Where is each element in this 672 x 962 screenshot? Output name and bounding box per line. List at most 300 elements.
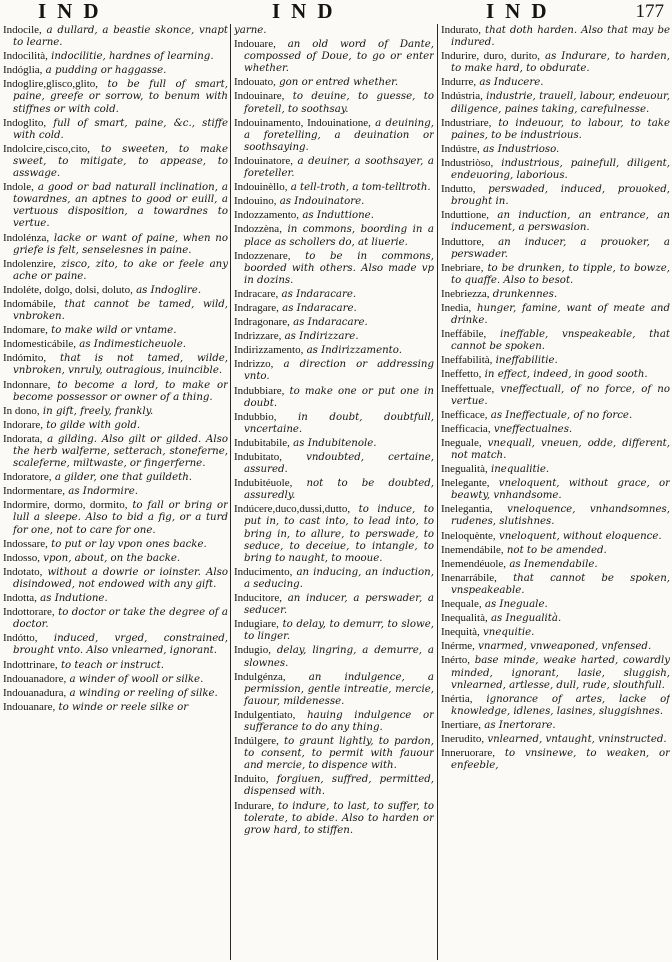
dictionary-entry: [3, 50, 228, 63]
dictionary-entry: [3, 324, 228, 337]
entry-definition: vnequall, vneuen, odde, different, not match.: [451, 437, 670, 461]
entry-headword: Inerudito,: [441, 732, 485, 745]
entry-definition: as Indirizzamento.: [306, 345, 402, 357]
dictionary-entry: [3, 405, 228, 418]
entry-definition: ignorance of artes, lacke of knowledge, idlenes, lasines, sluggishnes.: [451, 693, 670, 717]
dictionary-entry: [234, 316, 434, 329]
entry-headword: Ineffettuale,: [441, 382, 495, 395]
entry-headword: Inemendábile,: [441, 543, 504, 556]
entry-definition: as Ineguale.: [484, 599, 548, 611]
dictionary-entry: [441, 598, 670, 611]
dictionary-entry: [3, 338, 228, 351]
entry-definition: to deuine, to guesse, to foretell, to soothsay.: [244, 91, 434, 115]
entry-definition: not to be doubted, assuredly.: [244, 478, 434, 502]
entry-definition: vpon, about, on the backe.: [43, 552, 181, 564]
entry-headword: In dono,: [3, 404, 40, 417]
entry-definition: that cannot be tamed, wild, vnbroken.: [13, 298, 228, 323]
dictionary-entry: [234, 38, 434, 75]
dictionary-entry: [234, 592, 434, 617]
entry-definition: forgiuen, suffred, permitted, dispensed with.: [244, 774, 434, 798]
dictionary-entry: [441, 423, 670, 436]
dictionary-entry: [3, 379, 228, 404]
dictionary-entry: [3, 117, 228, 142]
dictionary-entry: [234, 181, 434, 194]
entry-definition: to sweeten, to make sweet, to mitigate, to appease, to asswage.: [13, 143, 228, 180]
dictionary-entry: [441, 50, 670, 75]
entry-headword: Induttore,: [441, 235, 485, 248]
dictionary-entry: [234, 288, 434, 301]
entry-definition: a deuiner, a soothsayer, a foreteller.: [244, 155, 434, 180]
running-headword-center: IND: [272, 0, 344, 23]
entry-definition: in effect, indeed, in good sooth.: [484, 369, 648, 381]
dictionary-entry: [3, 485, 228, 498]
dictionary-entry: [3, 538, 228, 551]
entry-definition: to make one or put one in doubt.: [244, 385, 434, 409]
dictionary-entry: [3, 659, 228, 672]
dictionary-entry: [441, 719, 670, 732]
dictionary-entry: [441, 558, 670, 571]
entry-definition: as Indoglire.: [136, 284, 202, 296]
entry-headword: Indomare,: [3, 324, 48, 337]
entry-headword: Inenarrábile,: [441, 571, 497, 584]
dictionary-entry: [441, 503, 670, 528]
entry-headword: Inemendéuole,: [441, 557, 507, 570]
dictionary-entry: [234, 90, 434, 115]
dictionary-entry: [441, 693, 670, 718]
dictionary-entry: [234, 330, 434, 343]
dictionary-entry: [441, 409, 670, 422]
entry-definition: as Indouinatore.: [279, 196, 365, 208]
entry-headword: Indótto,: [3, 632, 38, 645]
entry-headword: Indosso,: [3, 551, 40, 564]
entry-headword: Inneruorare,: [441, 747, 496, 760]
dictionary-entry: [3, 499, 228, 536]
dictionary-entry: [234, 250, 434, 287]
entry-headword: Inelegantia,: [441, 503, 493, 516]
entry-definition: to delay, to demurr, to slowe, to linger.: [244, 619, 434, 643]
entry-headword: Indrizzare,: [234, 330, 282, 343]
entry-headword: Indouanadura,: [3, 686, 67, 699]
entry-definition: as Inemendabile.: [509, 558, 598, 570]
entry-headword: Indragonare,: [234, 316, 290, 329]
entry-definition: full of smart, paine, &c., stiffe with cold.: [13, 117, 228, 141]
entry-headword: Indoglire,glisco,glito,: [3, 78, 99, 91]
dictionary-entry: [441, 733, 670, 746]
dictionary-entry: [3, 258, 228, 283]
column-rule: [437, 24, 438, 960]
entry-definition: as Indaracare.: [282, 302, 357, 314]
entry-definition: not to be amended.: [506, 544, 607, 556]
entry-definition: to be drunken, to tipple, to bowze, to quaffe. Also to besot.: [451, 262, 670, 286]
dictionary-entry: [441, 354, 670, 367]
entry-definition: an inducer, a perswader, a seducer.: [244, 593, 434, 617]
entry-definition: vnarmed, vnweaponed, vnfensed.: [478, 641, 652, 653]
entry-definition: ineffabilitie.: [495, 355, 558, 367]
dictionary-entry: [441, 183, 670, 208]
dictionary-entry: [441, 24, 670, 49]
dictionary-entry: [234, 566, 434, 591]
dictionary-entry: [441, 302, 670, 327]
entry-headword: Indurato,: [441, 24, 482, 36]
entry-headword: Indústria,: [441, 90, 483, 103]
entry-headword: Indirizzamento,: [234, 344, 304, 357]
entry-headword: Indubitéuole,: [234, 477, 293, 490]
entry-headword: Indómito,: [3, 352, 47, 365]
entry-definition: as Indurare, to harden, to make hard, to obdurate.: [451, 51, 670, 75]
entry-headword: Indouanadore,: [3, 672, 67, 685]
entry-definition: as Induttione.: [302, 210, 374, 222]
entry-headword: Inelegante,: [441, 477, 490, 490]
entry-definition: to become a lord, to make or become possessor or owner of a thing.: [13, 379, 228, 403]
entry-definition: as Ineffectuale, of no force.: [490, 409, 633, 421]
entry-headword: Inérme,: [441, 640, 475, 653]
dictionary-entry: [234, 709, 434, 734]
dictionary-entry: [3, 552, 228, 565]
entry-headword: Inebriare,: [441, 261, 484, 274]
dictionary-entry: [441, 143, 670, 156]
running-header: [0, 0, 672, 22]
dictionary-entry: [441, 236, 670, 261]
entry-headword: Inefficace,: [441, 408, 488, 421]
entry-definition: to winde or reele silke or: [58, 701, 189, 713]
entry-definition: perswaded, induced, prouoked, brought in.: [451, 184, 670, 208]
entry-headword: Indorata,: [3, 432, 43, 445]
running-headword-right: IND: [486, 0, 558, 23]
entry-headword: Ineguale,: [441, 436, 482, 449]
entry-definition: industrious, painefull, diligent, endeuoring, laborious.: [451, 157, 670, 182]
entry-definition: in commons, boording in a place as schollers do, at liuerie.: [244, 224, 434, 248]
dictionary-entry: [441, 530, 670, 543]
entry-definition: to be full of smart, paine, greefe or sorrow, to benum with stiffnes or with cold.: [13, 79, 228, 115]
entry-headword: Indurire, duro, durito,: [441, 50, 541, 63]
entry-definition: to gilde with gold.: [46, 419, 141, 431]
entry-headword: Indomesticábile,: [3, 338, 77, 351]
entry-definition: gon or entred whether.: [279, 77, 399, 89]
entry-headword: Indozzèna,: [234, 223, 282, 236]
entry-headword: Indoléte, dolgo, dolsi, doluto,: [3, 283, 133, 296]
entry-definition: as Indutione.: [40, 593, 108, 605]
dictionary-entry: [3, 701, 228, 714]
entry-definition: in gift, freely, frankly.: [42, 405, 154, 417]
entry-headword: Indonnare,: [3, 378, 51, 391]
entry-headword: Inedia,: [441, 301, 472, 314]
dictionary-column-3: [441, 24, 670, 960]
entry-headword: Ineloquènte,: [441, 529, 496, 542]
entry-definition: induced, vrged, constrained, brought vnto. Also vnlearned, ignorant.: [13, 633, 228, 657]
entry-headword: Indouino,: [234, 195, 277, 208]
entry-headword: Indoglito,: [3, 116, 47, 129]
entry-headword: Inértia,: [441, 692, 473, 705]
entry-headword: Indracare,: [234, 287, 279, 300]
entry-definition: as Indormire.: [68, 486, 138, 498]
entry-headword: Inebriezza,: [441, 287, 490, 300]
entry-definition: to graunt lightly, to pardon, to consent, to permit with fauour and mercie, to dispence with.: [244, 736, 434, 772]
dictionary-entry: [3, 64, 228, 77]
dictionary-entry: [441, 747, 670, 772]
dictionary-entry: [234, 411, 434, 436]
entry-definition: drunkennes.: [492, 288, 558, 300]
dictionary-entry: [441, 626, 670, 639]
entry-headword: Indole,: [3, 181, 34, 194]
dictionary-entry: [3, 298, 228, 323]
dictionary-entry: [234, 671, 434, 708]
entry-definition: to indure, to last, to suffer, to tolerate, to abide. Also to harden or grow hard, to stiffen.: [244, 800, 434, 836]
entry-definition: vnlearned, vntaught, vninstructed.: [487, 733, 667, 745]
dictionary-entry: [441, 262, 670, 287]
entry-definition: lacke or want of paine, when no griefe is felt, senselesnes in paine.: [13, 232, 228, 256]
dictionary-entry: [234, 344, 434, 357]
dictionary-entry: [441, 368, 670, 381]
entry-headword: Indozzenare,: [234, 249, 291, 262]
dictionary-entry: [3, 433, 228, 470]
entry-headword: Indouinare,: [234, 90, 285, 103]
dictionary-entry: [234, 735, 434, 772]
dictionary-entry: [441, 383, 670, 408]
entry-definition: a deuining, a foretelling, a deuination or soothsaying.: [244, 117, 434, 153]
dictionary-entry: [3, 471, 228, 484]
entry-definition: as Inertorare.: [484, 719, 556, 731]
entry-definition: delay, lingring, a demurre, a slownes.: [244, 645, 434, 669]
entry-definition: as Indaracare.: [293, 317, 368, 329]
entry-headword: Induttione,: [441, 209, 489, 222]
entry-headword: Indorare,: [3, 418, 44, 431]
entry-headword: Indocile,: [3, 24, 42, 36]
entry-headword: Inequità,: [441, 626, 480, 639]
dictionary-entry: [234, 24, 434, 37]
dictionary-entry: [234, 477, 434, 502]
dictionary-entry: [441, 640, 670, 653]
entry-headword: Indúcere,duco,dussi,dutto,: [234, 503, 351, 516]
entry-definition: a pudding or haggasse.: [45, 65, 167, 77]
entry-headword: Indouato,: [234, 76, 276, 89]
dictionary-entry: [3, 687, 228, 700]
entry-definition: inequalitie.: [490, 464, 550, 476]
entry-definition: vnequitie.: [483, 627, 535, 639]
entry-definition: to doctor or take the degree of a doctor.: [13, 607, 228, 631]
entry-headword: Inequalità,: [441, 612, 488, 625]
entry-headword: Ineffetto,: [441, 368, 482, 381]
entry-headword: Indutto,: [441, 183, 476, 196]
entry-headword: Indolénza,: [3, 231, 50, 244]
entry-headword: Indragare,: [234, 301, 279, 314]
entry-definition: as Inegualità.: [490, 613, 562, 625]
entry-definition: a winding or reeling of silke.: [69, 687, 218, 699]
dictionary-entry: [441, 463, 670, 476]
entry-definition: an inducing, an induction, a seducing.: [244, 566, 434, 590]
entry-definition: an inducer, a prouoker, a perswader.: [451, 236, 670, 260]
entry-headword: Indottrinare,: [3, 658, 58, 671]
entry-definition: that is not tamed, wilde, vnbroken, vnruly, outragious, inuincible.: [13, 353, 228, 377]
entry-headword: Ineffábile,: [441, 328, 487, 341]
dictionary-entry: [3, 606, 228, 631]
entry-definition: to indeuour, to labour, to take paines, to be industrious.: [451, 117, 670, 141]
entry-definition: to induce, to put in, to cast into, to lead into, to bring in, to allure, to perswade, to seduce, to deceiue, to intangle, to bring to naught, to mooue.: [244, 504, 434, 564]
entry-headword: Indouanare,: [3, 700, 56, 713]
dictionary-entry: [234, 773, 434, 798]
dictionary-entry: [441, 654, 670, 691]
dictionary-entry: [234, 385, 434, 410]
dictionary-entry: [234, 503, 434, 564]
entry-definition: vneloquent, without eloquence.: [498, 530, 662, 542]
entry-headword: Inducitore,: [234, 592, 282, 605]
entry-headword: Indrizzo,: [234, 358, 274, 371]
entry-headword: Indotato,: [3, 565, 43, 578]
entry-headword: Indolcire,cisco,cito,: [3, 142, 91, 155]
dictionary-entry: [3, 566, 228, 591]
entry-headword: Indubbio,: [234, 410, 277, 423]
entry-headword: Indolenzire,: [3, 257, 56, 270]
dictionary-entry: [3, 232, 228, 257]
dictionary-column-1: [3, 24, 228, 960]
entry-headword: Inegualità,: [441, 463, 488, 476]
dictionary-entry: [3, 284, 228, 297]
running-headword-left: IND: [38, 0, 110, 23]
entry-definition: as Indaracare.: [281, 288, 357, 300]
entry-definition: vneffectualnes.: [493, 423, 573, 435]
entry-headword: Indouare,: [234, 38, 276, 51]
dictionary-entry: [441, 209, 670, 234]
entry-headword: Inducimento,: [234, 565, 293, 578]
entry-headword: Induito,: [234, 773, 269, 786]
entry-headword: Indouinatore,: [234, 154, 293, 167]
entry-headword: Indugiare,: [234, 618, 279, 631]
dictionary-entry: [234, 155, 434, 180]
entry-definition: an old word of Dante, compossed of Doue, to go or enter whether.: [244, 39, 434, 75]
entry-definition: an indulgence, a permission, gentle intreatie, mercie, fauour, mildenesse.: [244, 671, 434, 707]
entry-definition: an induction, an entrance, an inducement, a perswasion.: [451, 210, 670, 234]
entry-definition: a tell-troth, a tom-telltroth.: [290, 182, 431, 194]
entry-definition: to teach or instruct.: [60, 659, 164, 671]
dictionary-entry: [3, 419, 228, 432]
dictionary-entry: [234, 209, 434, 222]
entry-headword: Indouinèllo,: [234, 181, 288, 194]
entry-definition: industrie, trauell, labour, endeuour, diligence, paines taking, carefulnesse.: [451, 91, 670, 115]
entry-definition: a gilder, one that guildeth.: [54, 472, 193, 484]
dictionary-entry: [234, 195, 434, 208]
entry-headword: Indúlgere,: [234, 735, 279, 748]
dictionary-entry: [3, 24, 228, 49]
entry-definition: that doth harden. Also that may be indured.: [451, 25, 670, 49]
entry-definition: a winder of wooll or silke.: [69, 673, 204, 685]
entry-definition: as Industrioso.: [483, 143, 560, 155]
entry-definition: base minde, weake harted, cowardly minded, ignorant, lasie, sluggish, vnlearned, artlesse, dull, rude, slouthfull.: [451, 655, 670, 691]
dictionary-entry: [441, 157, 670, 182]
dictionary-entry: [441, 612, 670, 625]
entry-definition: a dullard, a beastie skonce, vnapt to learne.: [13, 25, 228, 49]
entry-definition: a gilding. Also gilt or gilded. Also the herb walferne, setterach, stoneferne, scaleferne, miltwaste, or fingerferne.: [13, 433, 228, 470]
entry-headword: Inequale,: [441, 598, 482, 611]
entry-definition: as Indubitenole.: [293, 437, 377, 449]
entry-definition: yarne.: [234, 25, 267, 36]
entry-headword: Industriòso,: [441, 156, 494, 169]
entry-definition: to vnsinewe, to weaken, or enfeeble,: [451, 748, 670, 772]
entry-headword: Indossare,: [3, 537, 48, 550]
entry-headword: Indotta,: [3, 592, 37, 605]
entry-headword: Indubitato,: [234, 451, 282, 463]
column-rule: [230, 24, 231, 960]
dictionary-entry: [441, 572, 670, 597]
dictionary-entry: [441, 477, 670, 502]
dictionary-entry: [3, 632, 228, 657]
dictionary-column-2: [234, 24, 434, 960]
entry-headword: Indústre,: [441, 142, 480, 155]
entry-definition: vneloquent, without grace, or beawty, vnhandsome.: [451, 478, 670, 502]
entry-headword: Indocilità,: [3, 50, 48, 63]
entry-definition: vneloquence, vnhandsomnes, rudenes, slutishnes.: [451, 504, 670, 528]
entry-headword: Indottorare,: [3, 606, 55, 619]
dictionary-entry: [441, 437, 670, 462]
entry-headword: Indulgénza,: [234, 670, 286, 683]
entry-headword: Indurre,: [441, 76, 477, 89]
entry-definition: to put or lay vpon ones backe.: [51, 538, 207, 550]
dictionary-entry: [234, 358, 434, 383]
entry-headword: Indormire, dormo, dormito,: [3, 499, 128, 512]
dictionary-entry: [441, 328, 670, 353]
dictionary-entry: [441, 76, 670, 89]
entry-definition: as Inducere.: [479, 77, 544, 89]
entry-headword: Indurare,: [234, 799, 275, 812]
entry-headword: Indouinamento, Indouinatione,: [234, 116, 371, 129]
entry-definition: a good or bad naturall inclination, a towardnes, an aptnes to good or euill, a vertuous disposition, a towardnes to vertue.: [13, 182, 228, 230]
dictionary-entry: [441, 90, 670, 115]
dictionary-entry: [234, 302, 434, 315]
entry-definition: vneffectuall, of no force, of no vertue.: [451, 383, 670, 407]
dictionary-entry: [3, 673, 228, 686]
dictionary-entry: [3, 592, 228, 605]
entry-headword: Inertiare,: [441, 718, 481, 731]
entry-headword: Inérto,: [441, 654, 471, 667]
dictionary-entry: [441, 544, 670, 557]
dictionary-entry: [234, 437, 434, 450]
entry-headword: Indulgentiato,: [234, 708, 296, 721]
entry-headword: Indormentare,: [3, 485, 65, 498]
dictionary-entry: [234, 644, 434, 669]
entry-definition: hunger, famine, want of meate and drinke.: [451, 302, 670, 327]
entry-definition: to be in commons, boorded with others. Also made vp in dozins.: [244, 250, 434, 286]
dictionary-entry: [3, 143, 228, 180]
entry-definition: as Indirizzare.: [284, 331, 359, 343]
dictionary-entry: [441, 288, 670, 301]
entry-definition: that cannot be spoken, vnspeakeable.: [451, 572, 670, 596]
entry-definition: as Indimesticheuole.: [79, 339, 186, 351]
dictionary-entry: [3, 181, 228, 230]
entry-definition: zisco, zito, to ake or feele any ache or paine.: [13, 258, 228, 282]
entry-definition: indocilitie, hardnes of learning.: [51, 51, 214, 63]
dictionary-entry: [441, 117, 670, 142]
entry-headword: Industriare,: [441, 116, 492, 129]
entry-headword: Indóglia,: [3, 64, 43, 77]
entry-headword: Indomábile,: [3, 297, 56, 310]
dictionary-entry: [234, 223, 434, 248]
dictionary-entry: [3, 78, 228, 115]
entry-headword: Ineffabilità,: [441, 354, 493, 367]
entry-headword: Indubbiare,: [234, 384, 285, 397]
entry-headword: Indugio,: [234, 644, 271, 657]
dictionary-entry: [234, 800, 434, 837]
entry-headword: Indoratore,: [3, 471, 52, 484]
entry-definition: hauing indulgence or sufferance to do any thing.: [244, 709, 434, 733]
entry-definition: without a dowrie or ioinster. Also disindowed, not endowed with any gift.: [13, 566, 228, 590]
dictionary-entry: [3, 352, 228, 377]
entry-definition: vndoubted, certaine, assured.: [244, 452, 434, 476]
entry-headword: Indubitabile,: [234, 436, 290, 449]
entry-definition: to fall or bring or lull a sleepe. Also to bid a fig, or a turd for one, not to care for one.: [13, 500, 228, 536]
dictionary-entry: [234, 451, 434, 476]
entry-definition: in doubt, doubtfull, vncertaine.: [244, 411, 434, 435]
entry-headword: Inefficacia,: [441, 422, 491, 435]
dictionary-entry: [234, 76, 434, 89]
entry-headword: Indozzamento,: [234, 209, 300, 222]
